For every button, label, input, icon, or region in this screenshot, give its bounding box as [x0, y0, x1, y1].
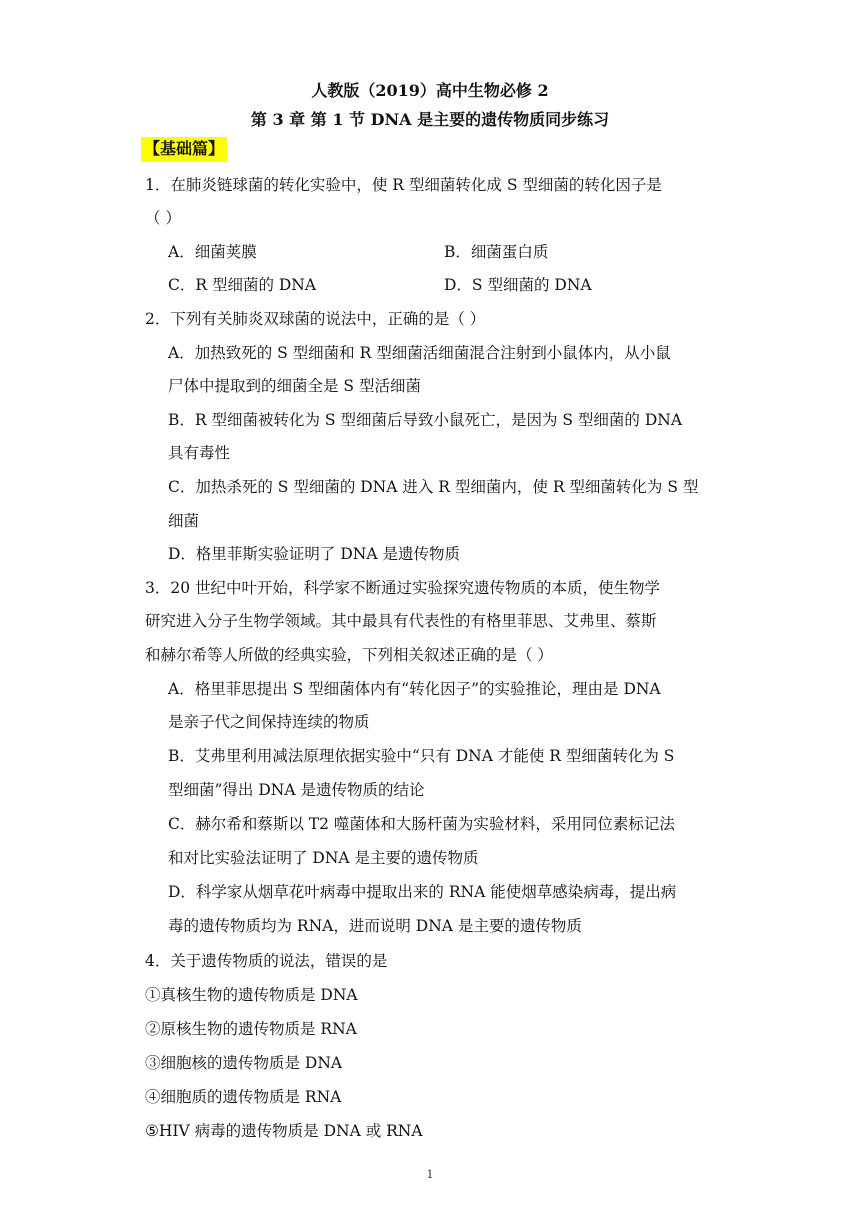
q3-stem-line2: 研究进入分子生物学领域。其中最具有代表性的有格里菲思、艾弗里、蔡斯 [145, 612, 657, 630]
q1-stem-line2: （ ） [145, 209, 181, 227]
q2-option-b-line1: B．R 型细菌被转化为 S 型细菌后导致小鼠死亡，是因为 S 型细菌的 DNA [168, 411, 683, 429]
q1-option-d: D．S 型细菌的 DNA [444, 276, 592, 294]
q1-stem-line1: 1．在肺炎链球菌的转化实验中，使 R 型细菌转化成 S 型细菌的转化因子是 [145, 176, 662, 194]
q2-option-c-line2: 细菌 [168, 512, 200, 530]
q3-stem-line1: 3．20 世纪中叶开始，科学家不断通过实验探究遗传物质的本质，使生物学 [145, 579, 661, 597]
q2-stem: 2．下列有关肺炎双球菌的说法中，正确的是（ ） [145, 310, 486, 328]
q2-option-a-line2: 尸体中提取到的细菌全是 S 型活细菌 [168, 377, 421, 395]
q4-item-1: ①真核生物的遗传物质是 DNA [145, 986, 358, 1004]
q3-option-d-line2: 毒的遗传物质均为 RNA，进而说明 DNA 是主要的遗传物质 [168, 917, 582, 935]
q3-option-a-line1: A．格里菲思提出 S 型细菌体内有“转化因子”的实验推论，理由是 DNA [168, 680, 661, 698]
page-number: 1 [426, 1168, 434, 1181]
q3-option-b-line1: B．艾弗里利用减法原理依据实验中“只有 DNA 才能使 R 型细菌转化为 S [168, 747, 675, 765]
q4-item-2: ②原核生物的遗传物质是 RNA [145, 1020, 357, 1038]
q1-option-a: A．细菌荚膜 [168, 243, 257, 261]
document-subtitle: 第 3 章 第 1 节 DNA 是主要的遗传物质同步练习 [250, 110, 610, 129]
q3-option-c-line2: 和对比实验法证明了 DNA 是主要的遗传物质 [168, 849, 479, 867]
q3-option-c-line1: C．赫尔希和蔡斯以 T2 噬菌体和大肠杆菌为实验材料，采用同位素标记法 [168, 815, 675, 833]
document-title: 人教版（2019）高中生物必修 2 [311, 81, 549, 100]
q3-option-b-line2: 型细菌”得出 DNA 是遗传物质的结论 [168, 781, 425, 799]
q4-item-4: ④细胞质的遗传物质是 RNA [145, 1088, 342, 1106]
q1-option-c: C．R 型细菌的 DNA [168, 276, 317, 294]
q3-option-a-line2: 是亲子代之间保持连续的物质 [168, 713, 370, 731]
q2-option-a-line1: A．加热致死的 S 型细菌和 R 型细菌活细菌混合注射到小鼠体内，从小鼠 [168, 344, 671, 362]
q3-stem-line3: 和赫尔希等人所做的经典实验，下列相关叙述正确的是（ ） [145, 646, 553, 664]
q4-item-5: ⑤HIV 病毒的遗传物质是 DNA 或 RNA [145, 1122, 423, 1140]
section-tag-basic: 【基础篇】 [141, 137, 227, 162]
q4-stem: 4．关于遗传物质的说法，错误的是 [145, 952, 388, 970]
q3-option-d-line1: D．科学家从烟草花叶病毒中提取出来的 RNA 能使烟草感染病毒，提出病 [168, 883, 677, 901]
q1-option-b: B．细菌蛋白质 [444, 243, 549, 261]
q2-option-b-line2: 具有毒性 [168, 444, 231, 462]
q2-option-c-line1: C．加热杀死的 S 型细菌的 DNA 进入 R 型细菌内，使 R 型细菌转化为 S 型 [168, 478, 699, 496]
q2-option-d: D．格里菲斯实验证明了 DNA 是遗传物质 [168, 545, 460, 563]
q4-item-3: ③细胞核的遗传物质是 DNA [145, 1054, 343, 1072]
